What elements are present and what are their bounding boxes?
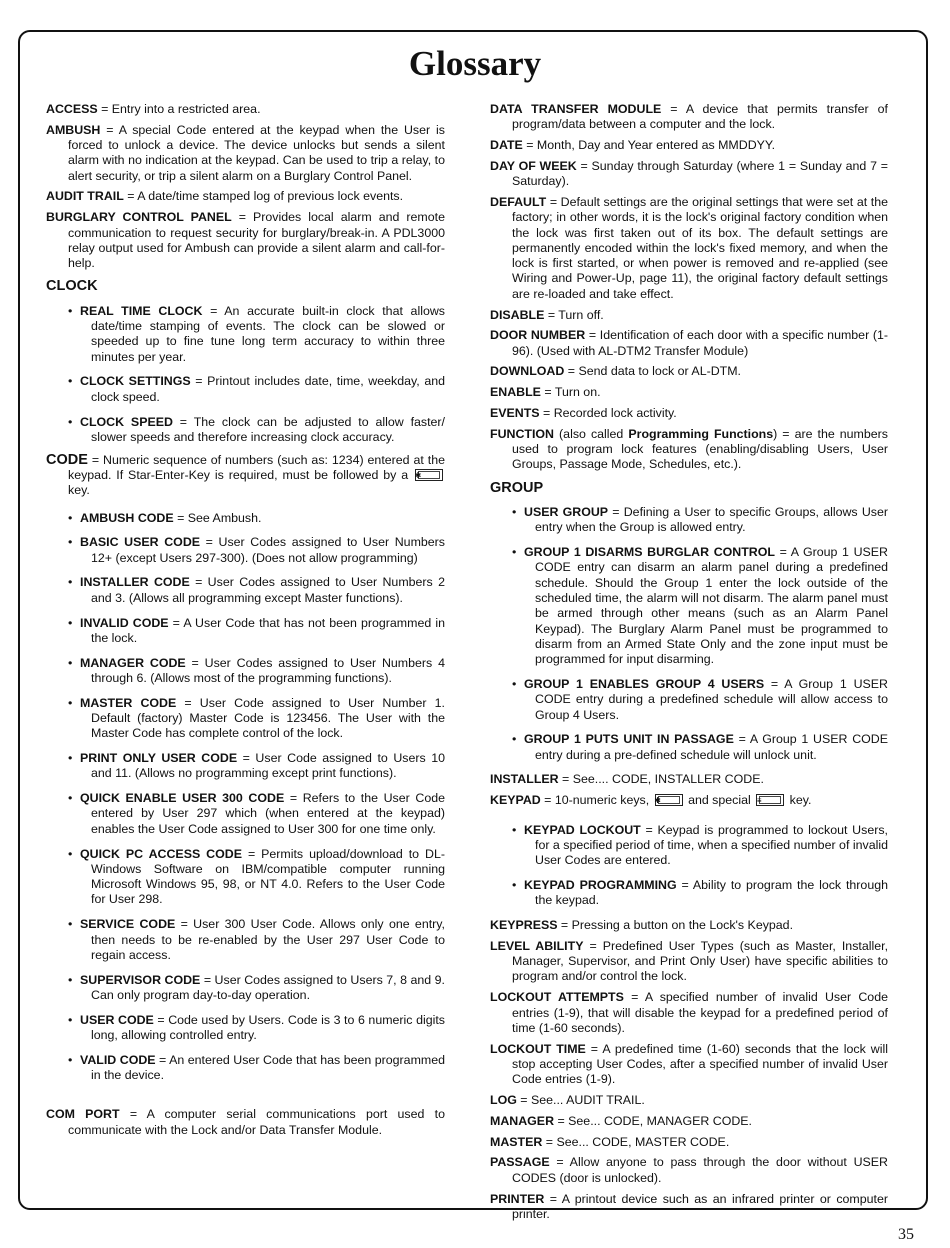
bullet-icon: •	[68, 1012, 73, 1027]
glossary-subentry	[68, 1053, 445, 1084]
glossary-subentry	[68, 973, 445, 1004]
star-key-icon: ✱	[655, 794, 683, 806]
glossary-definition: = A computer serial communications port used to communicate with the Lock and/or Data Transfer Module.	[68, 1107, 445, 1137]
glossary-definition: ) = are the numbers used to program lock features (enabling/disabling Users, User Groups, Passage Mode, Schedules, etc.).	[512, 426, 888, 472]
glossary-term: GROUP 1 ENABLES GROUP 4 USERS	[524, 677, 765, 691]
glossary-definition: = See... CODE, MASTER CODE.	[542, 1134, 730, 1149]
glossary-definition: = A date/time stamped log of previous lock events.	[123, 189, 404, 204]
glossary-definition: = Ability to program the lock through the keypad.	[535, 877, 888, 908]
glossary-subentry	[68, 917, 445, 963]
glossary-subentry	[68, 751, 445, 782]
bullet-icon: •	[68, 414, 73, 429]
glossary-subentry	[68, 791, 445, 837]
glossary-term: CODE	[46, 451, 88, 468]
glossary-definition: = A predefined time (1-60) seconds that the lock will stop accepting User Codes, after a specified number of invalid User Code entries (1-9).	[512, 1041, 888, 1087]
glossary-definition: = Defining a User to specific Groups, allows User entry when the Group is allowed entry.	[535, 505, 888, 535]
glossary-term: QUICK ENABLE USER 300 CODE	[80, 791, 285, 806]
glossary-definition: = See... CODE, MANAGER CODE.	[554, 1113, 752, 1128]
glossary-term: LOCKOUT TIME	[490, 1041, 586, 1056]
glossary-definition: key.	[786, 793, 812, 808]
glossary-entry	[490, 939, 888, 985]
glossary-subentry	[68, 535, 445, 566]
bullet-icon: •	[512, 822, 517, 837]
glossary-term: DATE	[490, 138, 523, 153]
page-number: 35	[898, 1226, 914, 1243]
glossary-term: COM PORT	[46, 1107, 120, 1122]
glossary-term: DOWNLOAD	[490, 364, 565, 379]
glossary-entry	[490, 328, 888, 359]
glossary-definition: = An entered User Code that has been programmed in the device.	[91, 1052, 446, 1083]
glossary-term: GROUP 1 PUTS UNIT IN PASSAGE	[524, 732, 734, 747]
glossary-entry	[490, 990, 888, 1036]
glossary-definition: = Sunday through Saturday (where 1 = Sunday and 7 = Saturday).	[512, 158, 888, 189]
glossary-subentry	[68, 656, 445, 687]
glossary-definition: key.	[68, 483, 90, 498]
glossary-definition: = Recorded lock activity.	[539, 406, 677, 421]
glossary-term: DEFAULT	[490, 194, 547, 209]
glossary-entry	[490, 918, 888, 933]
glossary-subentry	[68, 847, 445, 908]
glossary-term: INSTALLER	[490, 772, 559, 787]
glossary-subentry	[512, 732, 888, 763]
glossary-definition: = Predefined User Types (such as Master, Installer, Manager, Supervisor, and Print Only User) have specific abilities to program and/or control the lock.	[512, 938, 889, 984]
glossary-term: KEYPAD PROGRAMMING	[524, 877, 677, 892]
glossary-term: KEYPAD LOCKOUT	[524, 822, 641, 837]
glossary-term: SUPERVISOR CODE	[80, 972, 201, 987]
glossary-entry	[490, 195, 888, 302]
glossary-term: KEYPRESS	[490, 918, 558, 933]
glossary-entry	[490, 159, 888, 190]
page-title: Glossary	[408, 44, 542, 83]
bullet-icon: •	[512, 877, 517, 892]
glossary-definition: = A User Code that has not been programmed in the lock.	[91, 615, 445, 645]
glossary-entry	[490, 772, 888, 787]
glossary-definition: = Turn on.	[540, 385, 601, 400]
glossary-term: USER CODE	[80, 1012, 154, 1027]
glossary-entry	[490, 1135, 888, 1150]
glossary-definition: = Month, Day and Year entered as MMDDYY.	[522, 138, 776, 153]
glossary-subentry	[68, 304, 445, 365]
glossary-definition: = Printout includes date, time, weekday, and clock speed.	[91, 374, 445, 404]
glossary-term: LEVEL ABILITY	[490, 938, 584, 953]
glossary-definition: = 10-numeric keys,	[540, 793, 653, 808]
glossary-definition: = Send data to lock or AL-DTM.	[564, 364, 741, 379]
glossary-subentry	[68, 696, 445, 742]
glossary-entry	[490, 1114, 888, 1129]
glossary-entry	[490, 364, 888, 379]
glossary-term: PRINTER	[490, 1191, 545, 1206]
bullet-icon: •	[68, 615, 73, 630]
glossary-definition: = Permits upload/download to DL-Windows Software on IBM/compatible computer running Microsoft Windows 95, 98, or NT 4.0. Refers to the User Code for User 298.	[91, 846, 445, 907]
glossary-definition: = A specified number of invalid User Code entries (1-9), that will disable the keypad for a predefined period of time (1-60 seconds).	[512, 990, 888, 1035]
glossary-term: BURGLARY CONTROL PANEL	[46, 210, 232, 225]
glossary-emphasis: Programming Functions	[628, 426, 774, 441]
glossary-definition: = Code used by Users. Code is 3 to 6 numeric digits long, allowing controlled entry.	[91, 1012, 445, 1043]
glossary-term: SERVICE CODE	[80, 917, 176, 932]
glossary-definition: = Keypad is programmed to lockout Users, for a specified period of time, when a specified number of invalid User Codes are entered.	[535, 822, 888, 868]
bullet-icon: •	[512, 505, 517, 520]
left-column	[46, 102, 445, 1144]
glossary-subentry	[68, 616, 445, 647]
glossary-definition: = A Group 1 USER CODE entry during a predefined schedule will allow access to Group 4 Users.	[535, 677, 888, 722]
glossary-term: PASSAGE	[490, 1155, 550, 1170]
glossary-definition: = Allow anyone to pass through the door without USER CODES (door is unlocked).	[512, 1155, 888, 1185]
glossary-definition: = Numeric sequence of numbers (such as: 1234) entered at the keypad. If Star-Enter-Key is required, must be followed by a	[68, 452, 445, 482]
glossary-term: BASIC USER CODE	[80, 535, 201, 550]
glossary-definition: = Pressing a button on the Lock's Keypad.	[557, 918, 794, 933]
glossary-entry	[490, 138, 888, 153]
glossary-definition: = User Code assigned to User Number 1. Default (factory) Master Code is 123456. The User with the Master Code has complete control of the lock.	[91, 695, 445, 741]
glossary-term: AMBUSH	[46, 122, 101, 137]
bullet-icon: •	[68, 655, 73, 670]
glossary-term: AMBUSH CODE	[80, 510, 174, 525]
glossary-term: MANAGER	[490, 1113, 555, 1128]
glossary-entry	[46, 102, 445, 117]
glossary-definition: = A device that permits transfer of program/data between a computer and the lock.	[512, 102, 888, 132]
glossary-entry	[46, 210, 445, 271]
bullet-icon: •	[68, 510, 73, 525]
glossary-entry	[490, 1192, 888, 1223]
glossary-term: CLOCK SETTINGS	[80, 374, 191, 389]
glossary-term: FUNCTION	[490, 426, 555, 441]
glossary-definition: = See... AUDIT TRAIL.	[516, 1093, 645, 1108]
glossary-entry	[490, 102, 888, 133]
bullet-icon: •	[68, 695, 73, 710]
glossary-entry	[490, 385, 888, 400]
glossary-entry	[46, 123, 445, 184]
glossary-entry	[46, 1107, 445, 1138]
glossary-entry	[490, 1093, 888, 1108]
glossary-term: USER GROUP	[524, 505, 609, 520]
glossary-definition: = Provides local alarm and remote communication to request security for burglary/break-in. A PDL3000 relay output used for Ambush can provide a silent alarm and call-for-help.	[68, 210, 445, 271]
glossary-entry-code	[46, 453, 445, 499]
glossary-term: DOOR NUMBER	[490, 328, 586, 343]
bullet-icon: •	[512, 732, 517, 747]
glossary-definition: = User Codes assigned to User Numbers 2 and 3. (Allows all programming except Master functions).	[91, 575, 445, 605]
glossary-subentry	[68, 415, 445, 446]
glossary-definition: and special	[684, 793, 755, 808]
bullet-icon: •	[512, 545, 517, 560]
glossary-subentry	[68, 511, 445, 526]
glossary-subentry	[512, 545, 888, 667]
glossary-entry-keypad	[490, 793, 888, 808]
glossary-definition: = Turn off.	[544, 307, 604, 322]
glossary-definition: = User 300 User Code. Allows only one entry, then needs to be re-enabled by the User 297 User Code to regain access.	[91, 917, 445, 962]
glossary-entry	[490, 308, 888, 323]
glossary-term: AUDIT TRAIL	[46, 189, 124, 204]
glossary-term: LOCKOUT ATTEMPTS	[490, 990, 624, 1005]
glossary-definition: (also called	[554, 426, 629, 441]
glossary-term: REAL TIME CLOCK	[80, 303, 203, 318]
glossary-definition: = An accurate built-in clock that allows date/time stamping of events. The clock can be slowed or speeded up to fine tune long term accuracy to within three minutes per year.	[91, 303, 445, 364]
glossary-term: KEYPAD	[490, 793, 541, 808]
glossary-term: PRINT ONLY USER CODE	[80, 751, 238, 766]
glossary-term: DATA TRANSFER MODULE	[490, 102, 662, 116]
section-heading-group: GROUP	[490, 479, 544, 496]
glossary-subentry	[68, 1013, 445, 1044]
glossary-entry	[490, 406, 888, 421]
glossary-entry	[46, 189, 445, 204]
glossary-definition: = A Group 1 USER CODE entry during a pre-defined schedule will unlock unit.	[535, 732, 888, 762]
bullet-icon: •	[68, 791, 73, 806]
glossary-definition: = A special Code entered at the keypad when the User is forced to unlock a device. The device unlocks but sends a silent alarm with no indication at the keypad. Can be used to trip a relay, to alert security, or trip a silent alarm on a Burglary Control Panel.	[68, 122, 445, 183]
glossary-definition: = See Ambush.	[173, 510, 262, 525]
glossary-term: GROUP 1 DISARMS BURGLAR CONTROL	[524, 545, 775, 560]
glossary-definition: = Default settings are the original settings that were set at the factory; in other words, it is the lock's original factory condition when the lock was first taken out of its box. The default settings are permanently encoded within the lock's fixed memory, and when the lock is first started, or when power is removed and re-applied (see Wiring and Power-Up, page 11), the original factory default settings are re-loaded and take effect.	[512, 194, 888, 301]
glossary-term: DAY OF WEEK	[490, 158, 577, 173]
glossary-subentry	[512, 505, 888, 536]
glossary-term: CLOCK SPEED	[80, 414, 173, 429]
star-key-icon: ✱	[415, 469, 443, 481]
glossary-definition: = Identification of each door with a specific number (1-96). (Used with AL-DTM2 Transfer Module)	[512, 328, 888, 358]
bullet-icon: •	[68, 575, 73, 590]
glossary-definition: = The clock can be adjusted to allow faster/ slower speeds and therefore increasing clock accuracy.	[91, 414, 446, 444]
glossary-definition: = See.... CODE, INSTALLER CODE.	[558, 772, 764, 787]
glossary-subentry	[512, 878, 888, 909]
special-key-icon: ≡	[756, 794, 784, 806]
glossary-definition: = A printout device such as an infrared printer or computer printer.	[512, 1191, 888, 1221]
glossary-term: VALID CODE	[80, 1052, 156, 1067]
glossary-term: MASTER	[490, 1134, 543, 1149]
bullet-icon: •	[68, 846, 73, 861]
glossary-subentry	[512, 823, 888, 869]
bullet-icon: •	[68, 972, 73, 987]
glossary-entry	[490, 1155, 888, 1186]
bullet-icon: •	[512, 677, 517, 691]
glossary-term: ENABLE	[490, 385, 541, 400]
glossary-definition: = User Codes assigned to User Numbers 4 through 6. (Allows most of the programming functions).	[91, 655, 445, 685]
glossary-definition: = A Group 1 USER CODE entry can disarm an alarm panel during a predefined schedule. Should the Group 1 enter the lock outside of the scheduled time, the alarm will not disarm. The alarm panel must be armed through other means (such as an Alarm Panel Keypad). The Burglary Alarm Panel must be programmed to disarm from an Armed State Only and the zone input must be programmed for input disarming.	[535, 545, 888, 667]
glossary-subentry	[68, 575, 445, 606]
glossary-definition: = Entry into a restricted area.	[97, 102, 261, 116]
glossary-definition: = User Codes assigned to User Numbers 12+ (except Users 297-300). (Does not allow programming)	[91, 535, 445, 565]
glossary-subentry	[68, 374, 445, 405]
glossary-term: INSTALLER CODE	[80, 575, 190, 590]
glossary-entry	[490, 1042, 888, 1088]
glossary-definition: = Refers to the User Code entered by User 297 which (when entered at the keypad) enables the User Code assigned to User 300 for one time only.	[91, 791, 445, 836]
glossary-entry-function	[490, 427, 888, 473]
glossary-term: ACCESS	[46, 102, 98, 116]
bullet-icon: •	[68, 917, 73, 932]
glossary-term: MANAGER CODE	[80, 655, 186, 670]
section-heading-clock: CLOCK	[46, 278, 98, 295]
glossary-definition: = User Codes assigned to Users 7, 8 and 9. Can only program day-to-day operation.	[91, 972, 445, 1002]
glossary-subentry	[512, 677, 888, 723]
glossary-definition: = User Code assigned to Users 10 and 11. (Allows no programming except print functions).	[91, 751, 446, 781]
glossary-term: MASTER CODE	[80, 695, 177, 710]
bullet-icon: •	[68, 1052, 73, 1067]
glossary-term: EVENTS	[490, 406, 540, 421]
right-column	[490, 102, 888, 1228]
glossary-term: QUICK PC ACCESS CODE	[80, 846, 242, 861]
bullet-icon: •	[68, 751, 73, 766]
glossary-term: LOG	[490, 1093, 517, 1108]
bullet-icon: •	[68, 303, 73, 318]
glossary-term: INVALID CODE	[80, 615, 169, 630]
bullet-icon: •	[68, 535, 73, 550]
bullet-icon: •	[68, 374, 73, 389]
glossary-term: DISABLE	[490, 307, 545, 322]
